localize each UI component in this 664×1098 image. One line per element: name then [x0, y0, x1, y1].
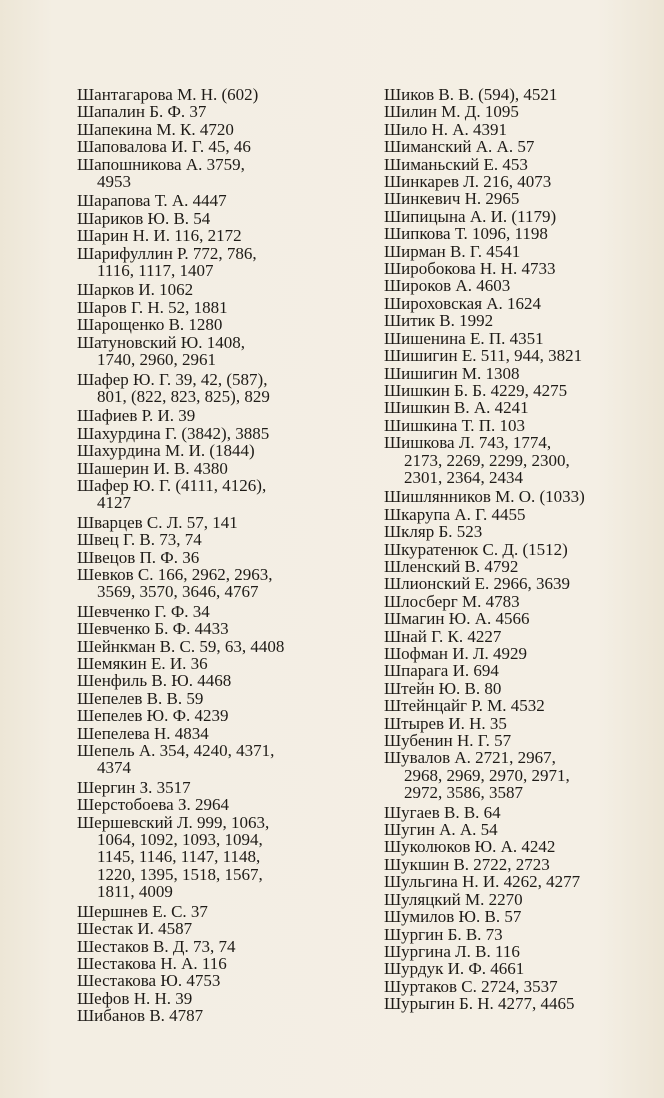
- index-entry: [384, 312, 646, 329]
- index-entry: [77, 920, 337, 937]
- index-entry-line: Шукшин В. 2722, 2723: [384, 854, 550, 874]
- index-entry: [384, 804, 646, 821]
- index-entry-line: Шафер Ю. Г. 39, 42, (587),: [77, 369, 268, 389]
- index-entry: [384, 856, 646, 873]
- index-entry: [384, 558, 646, 575]
- index-entry: [384, 417, 646, 434]
- index-entry-continuation: 2301, 2364, 2434: [404, 467, 523, 487]
- index-entry: [77, 655, 337, 672]
- index-entry-line: Шапошникова А. 3759,: [77, 154, 245, 174]
- index-entry-line: Шафер Ю. Г. (4111, 4126),: [77, 475, 267, 495]
- index-entry-line: Шепель А. 354, 4240, 4371,: [77, 741, 275, 761]
- index-entry: [384, 208, 646, 225]
- index-entry: [77, 299, 337, 316]
- index-entry-line: Шлосберг М. 4783: [384, 591, 520, 611]
- index-entry: [77, 371, 337, 406]
- index-entry-line: Шурыгин Б. Н. 4277, 4465: [384, 994, 575, 1014]
- index-entry-line: Шариков Ю. В. 54: [77, 208, 211, 228]
- index-entry: [384, 628, 646, 645]
- index-entry: [77, 725, 337, 742]
- index-entry: [77, 477, 337, 512]
- index-entry-line: Шиманьский Е. 453: [384, 154, 528, 174]
- index-entry-line: Шестакова Н. А. 116: [77, 953, 227, 973]
- index-entry: [77, 990, 337, 1007]
- index-entry-line: Шефов Н. Н. 39: [77, 988, 193, 1008]
- index-entry-line: Широков А. 4603: [384, 276, 511, 296]
- index-entry: [77, 707, 337, 724]
- index-entry-line: Шатуновский Ю. 1408,: [77, 332, 245, 352]
- index-entry: [384, 943, 646, 960]
- index-entry: [77, 210, 337, 227]
- index-entry-continuation: 3569, 3570, 3646, 4767: [97, 582, 259, 602]
- index-entry: [77, 638, 337, 655]
- index-entry: [77, 814, 337, 901]
- index-entry-line: Шерстобоева З. 2964: [77, 795, 229, 815]
- index-entry: [384, 86, 646, 103]
- index-entry-line: Шиков В. В. (594), 4521: [384, 85, 558, 104]
- index-entry: [77, 460, 337, 477]
- index-entry: [384, 873, 646, 890]
- index-entry-line: Шумилов Ю. В. 57: [384, 907, 522, 927]
- index-entry: [384, 173, 646, 190]
- index-entry: [384, 277, 646, 294]
- index-entry: [77, 566, 337, 601]
- index-entry-line: Шепелев В. В. 59: [77, 688, 204, 708]
- index-entry-continuation: 801, (822, 823, 825), 829: [97, 386, 270, 406]
- index-entry-line: Шишкина Т. П. 103: [384, 415, 526, 435]
- index-entry: [77, 281, 337, 298]
- index-entry-line: Штейн Ю. В. 80: [384, 678, 502, 698]
- index-entry-continuation: 1145, 1146, 1147, 1148,: [97, 847, 261, 867]
- index-entry: [77, 407, 337, 424]
- index-entry-continuation: 1116, 1117, 1407: [97, 261, 214, 281]
- index-entry: [77, 1007, 337, 1024]
- index-entry: [384, 697, 646, 714]
- index-entry: [77, 972, 337, 989]
- index-entry: [384, 575, 646, 592]
- index-entry: [77, 425, 337, 442]
- index-entry-line: Шишкин В. А. 4241: [384, 398, 529, 418]
- index-entry-line: Шуляцкий М. 2270: [384, 889, 523, 909]
- index-entry-line: Шкуратенюк С. Д. (1512): [384, 539, 568, 559]
- index-entry: [77, 156, 337, 191]
- index-entry-line: Шестак И. 4587: [77, 919, 193, 939]
- index-entry-line: Шульгина Н. И. 4262, 4277: [384, 872, 581, 892]
- index-entry-line: Шишенина Е. П. 4351: [384, 328, 544, 348]
- index-entry-line: Шевков С. 166, 2962, 2963,: [77, 564, 273, 584]
- index-entry: [384, 891, 646, 908]
- index-entry-line: Шишлянников М. О. (1033): [384, 487, 585, 507]
- index-entry: [77, 245, 337, 280]
- index-entry: [384, 243, 646, 260]
- index-entry: [384, 382, 646, 399]
- index-entry-line: Шилин М. Д. 1095: [384, 102, 519, 122]
- index-entry-line: Шубенин Н. Г. 57: [384, 731, 512, 751]
- index-entry-line: Шофман И. Л. 4929: [384, 644, 528, 663]
- index-entry: [77, 86, 337, 103]
- index-entry-line: Шепелев Ю. Ф. 4239: [77, 706, 229, 726]
- index-entry-line: Шершнев Е. С. 37: [77, 901, 208, 921]
- index-entry: [384, 541, 646, 558]
- index-entry-line: Шаров Г. Н. 52, 1881: [77, 297, 228, 317]
- index-entry: [384, 488, 646, 505]
- index-entry-line: Шленский В. 4792: [384, 556, 519, 576]
- index-entry-line: Широховская А. 1624: [384, 293, 542, 313]
- index-entry-continuation: 2173, 2269, 2299, 2300,: [404, 450, 570, 470]
- index-entry-line: Шарин Н. И. 116, 2172: [77, 226, 242, 246]
- index-entry: [384, 365, 646, 382]
- index-entry: [77, 514, 337, 531]
- index-entry-line: Шипицына А. И. (1179): [384, 206, 557, 226]
- index-entry-line: Шепелева Н. 4834: [77, 723, 209, 743]
- index-entry-continuation: 1811, 4009: [97, 882, 173, 902]
- index-entry: [384, 103, 646, 120]
- index-entry-line: Шарапова Т. А. 4447: [77, 191, 227, 211]
- index-entry-line: Шапалин Б. Ф. 37: [77, 102, 207, 122]
- index-entry: [77, 672, 337, 689]
- index-entry-line: Шугин А. А. 54: [384, 820, 498, 840]
- index-entry: [384, 749, 646, 801]
- index-entry: [384, 121, 646, 138]
- index-entry: [384, 190, 646, 207]
- index-entry: [77, 531, 337, 548]
- index-entry-line: Шитик В. 1992: [384, 311, 494, 331]
- index-entry-line: Шлионский Е. 2966, 3639: [384, 574, 570, 594]
- index-entry-line: Широбокова Н. Н. 4733: [384, 259, 556, 279]
- index-entry-continuation: 1220, 1395, 1518, 1567,: [97, 864, 263, 884]
- index-entry-line: Шипкова Т. 1096, 1198: [384, 224, 548, 244]
- index-entry: [77, 442, 337, 459]
- index-entry: [384, 593, 646, 610]
- index-entry: [77, 938, 337, 955]
- index-entry-line: Шевченко Б. Ф. 4433: [77, 619, 229, 639]
- index-entry-line: Швецов П. Ф. 36: [77, 547, 200, 567]
- index-entry-line: Шейнкман В. С. 59, 63, 4408: [77, 636, 285, 656]
- index-entry-line: Шарков И. 1062: [77, 280, 194, 300]
- index-entry-line: Шило Н. А. 4391: [384, 119, 508, 139]
- index-entry: [384, 434, 646, 486]
- index-entry: [384, 260, 646, 277]
- index-entry-line: Шашерин И. В. 4380: [77, 458, 228, 478]
- index-entry-line: Шмагин Ю. А. 4566: [384, 609, 530, 629]
- index-entry: [77, 796, 337, 813]
- index-entry-line: Шевченко Г. Ф. 34: [77, 601, 210, 621]
- index-entry-line: Шкарупа А. Г. 4455: [384, 504, 526, 524]
- index-entry: [77, 549, 337, 566]
- index-entry-line: Штырев И. Н. 35: [384, 713, 507, 733]
- index-entry: [384, 978, 646, 995]
- index-entry: [384, 821, 646, 838]
- index-entry-line: Шишкова Л. 743, 1774,: [384, 433, 552, 453]
- index-entry: [77, 603, 337, 620]
- index-entry: [384, 225, 646, 242]
- index-entry-line: Шуколюков Ю. А. 4242: [384, 837, 556, 857]
- index-entry: [384, 908, 646, 925]
- index-entry: [384, 645, 646, 662]
- index-entry-line: Шенфиль В. Ю. 4468: [77, 671, 232, 691]
- index-entry-line: Шантагарова М. Н. (602): [77, 85, 259, 104]
- index-entry: [384, 506, 646, 523]
- index-entry: [77, 121, 337, 138]
- index-entry-continuation: 1740, 2960, 2961: [97, 350, 216, 370]
- index-entry-line: Шарощенко В. 1280: [77, 315, 223, 335]
- index-entry-line: Шестакова Ю. 4753: [77, 971, 221, 991]
- index-entry: [77, 138, 337, 155]
- index-entry: [384, 662, 646, 679]
- index-entry-line: Шнай Г. К. 4227: [384, 626, 502, 646]
- index-entry: [384, 156, 646, 173]
- index-entry: [77, 103, 337, 120]
- index-entry-line: Шаповалова И. Г. 45, 46: [77, 137, 251, 157]
- index-entry-continuation: 2972, 3586, 3587: [404, 783, 523, 803]
- index-entry: [384, 610, 646, 627]
- index-entry-line: Шершевский Л. 999, 1063,: [77, 812, 270, 832]
- index-entry-line: Шувалов А. 2721, 2967,: [384, 748, 556, 768]
- index-entry: [77, 779, 337, 796]
- index-entry: [384, 330, 646, 347]
- index-entry-line: Шинкевич Н. 2965: [384, 189, 520, 209]
- index-entry-line: Шишкин Б. Б. 4229, 4275: [384, 380, 568, 400]
- index-column-right: [384, 86, 646, 1013]
- index-entry-line: Шишигин М. 1308: [384, 363, 520, 383]
- index-entry: [384, 838, 646, 855]
- index-entry: [384, 926, 646, 943]
- index-entry-continuation: 1064, 1092, 1093, 1094,: [97, 830, 263, 850]
- index-entry-line: Шафиев Р. И. 39: [77, 406, 196, 426]
- index-entry-line: Швец Г. В. 73, 74: [77, 530, 202, 550]
- index-entry: [384, 295, 646, 312]
- index-entry-line: Шкляр Б. 523: [384, 522, 483, 542]
- index-entry: [384, 523, 646, 540]
- index-entry-line: Шибанов В. 4787: [77, 1006, 204, 1026]
- index-entry-line: Шестаков В. Д. 73, 74: [77, 936, 236, 956]
- index-entry-line: Шергин З. 3517: [77, 777, 191, 797]
- index-entry-line: Шарифуллин Р. 772, 786,: [77, 243, 257, 263]
- index-entry-line: Штейнцайг Р. М. 4532: [384, 696, 545, 716]
- index-entry-line: Шпарага И. 694: [384, 661, 499, 681]
- index-entry-line: Шургин Б. В. 73: [384, 924, 503, 944]
- index-entry: [77, 192, 337, 209]
- index-entry-line: Шапекина М. К. 4720: [77, 119, 234, 139]
- index-entry-line: Ширман В. Г. 4541: [384, 241, 521, 261]
- index-entry-continuation: 4374: [97, 758, 131, 778]
- index-entry: [77, 620, 337, 637]
- index-entry: [384, 138, 646, 155]
- index-entry: [384, 680, 646, 697]
- index-entry: [77, 334, 337, 369]
- index-entry-line: Шугаев В. В. 64: [384, 802, 501, 822]
- index-entry: [77, 316, 337, 333]
- index-entry: [384, 715, 646, 732]
- index-entry-line: Шахурдина Г. (3842), 3885: [77, 423, 270, 443]
- index-entry-line: Шуртаков С. 2724, 3537: [384, 976, 558, 996]
- index-entry: [384, 960, 646, 977]
- index-entry-line: Шиманский А. А. 57: [384, 137, 535, 157]
- index-entry: [384, 995, 646, 1012]
- index-entry-line: Шургина Л. В. 116: [384, 941, 520, 961]
- index-entry: [77, 903, 337, 920]
- index-entry: [384, 347, 646, 364]
- index-entry-continuation: 4127: [97, 493, 131, 513]
- index-entry-line: Шахурдина М. И. (1844): [77, 441, 255, 461]
- index-entry: [77, 227, 337, 244]
- index-entry: [77, 742, 337, 777]
- index-entry-line: Шинкарев Л. 216, 4073: [384, 172, 552, 192]
- index-column-left: [77, 86, 337, 1025]
- index-entry-line: Шемякин Е. И. 36: [77, 654, 208, 673]
- index-entry-continuation: 2968, 2969, 2970, 2971,: [404, 765, 570, 785]
- index-entry: [77, 690, 337, 707]
- index-entry: [77, 955, 337, 972]
- index-entry-line: Шишигин Е. 511, 944, 3821: [384, 346, 583, 366]
- index-entry-line: Шурдук И. Ф. 4661: [384, 959, 525, 979]
- index-entry: [384, 399, 646, 416]
- index-entry-line: Шварцев С. Л. 57, 141: [77, 512, 238, 532]
- index-entry-continuation: 4953: [97, 172, 131, 192]
- index-entry: [384, 732, 646, 749]
